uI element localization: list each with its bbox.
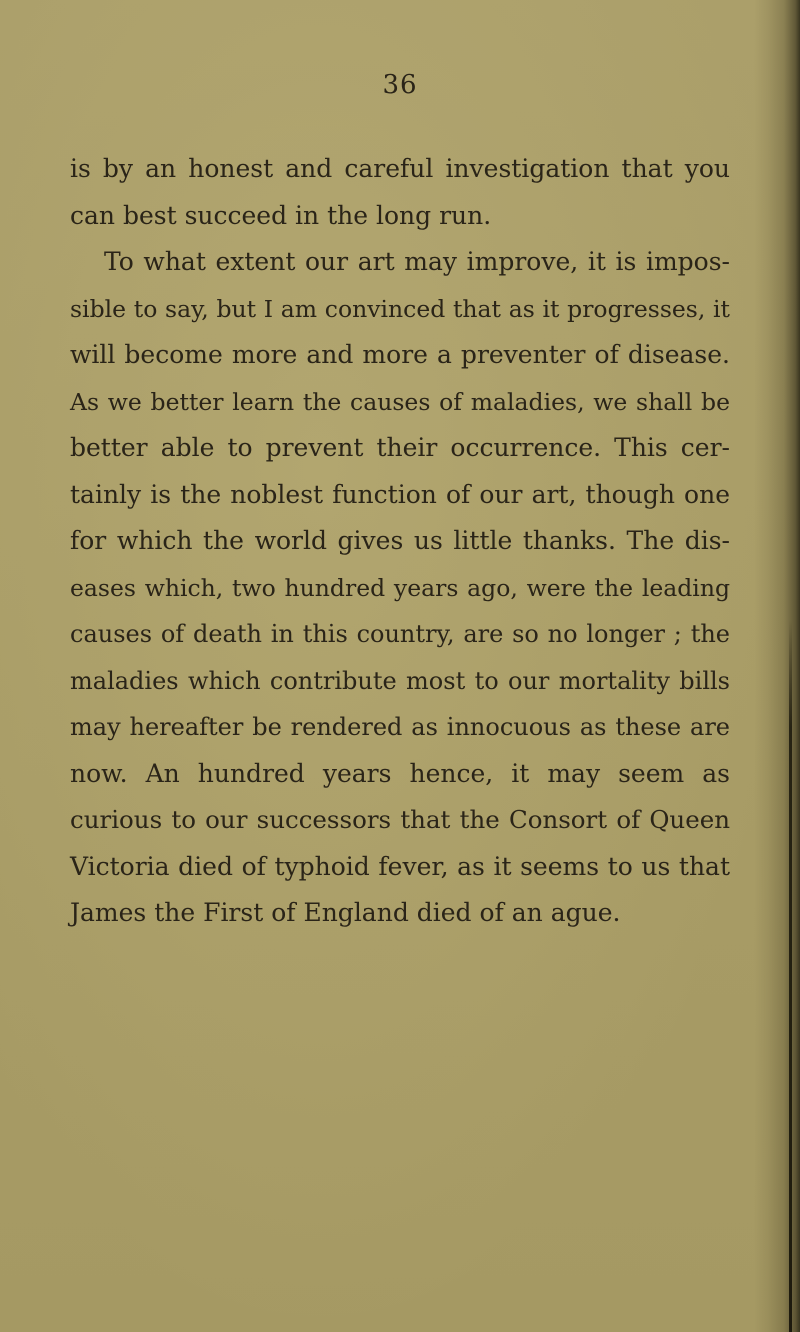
text-line: is by an honest and careful investigation that you <box>70 154 730 183</box>
text-line: for which the world gives us little thanks. The dis- <box>70 526 730 555</box>
text-line: As we better learn the causes of maladies, we shall be <box>70 387 730 416</box>
text-line: eases which, two hundred years ago, were the leading <box>70 573 730 602</box>
text-line: causes of death in this country, are so no longer ; the <box>70 620 730 648</box>
text-line: tainly is the noblest function of our art, though one <box>70 479 730 509</box>
text-line: can best succeed in the long run. <box>70 200 492 230</box>
text-line: curious to our successors that the Consort of Queen <box>70 805 730 834</box>
text-line: may hereafter be rendered as innocuous as these are <box>70 713 730 741</box>
page-number: 36 <box>382 70 418 100</box>
text-line: James the First of England died of an ague. <box>70 898 621 927</box>
page-binding-edge <box>789 620 792 1332</box>
text-line: now. An hundred years hence, it may seem as <box>70 758 730 788</box>
page-edge-shadow <box>754 0 800 1332</box>
text-line: will become more and more a preventer of disease. <box>70 340 730 369</box>
paragraph-start-line: To what extent our art may improve, it is impos- <box>104 247 730 276</box>
text-line: sible to say, but I am convinced that as it progresses, it <box>70 294 730 323</box>
text-body <box>70 146 730 937</box>
text-line: maladies which contribute most to our mortality bills <box>70 666 730 695</box>
text-line: better able to prevent their occurrence. This cer- <box>70 433 730 462</box>
text-line: Victoria died of typhoid fever, as it seems to us that <box>70 851 730 881</box>
